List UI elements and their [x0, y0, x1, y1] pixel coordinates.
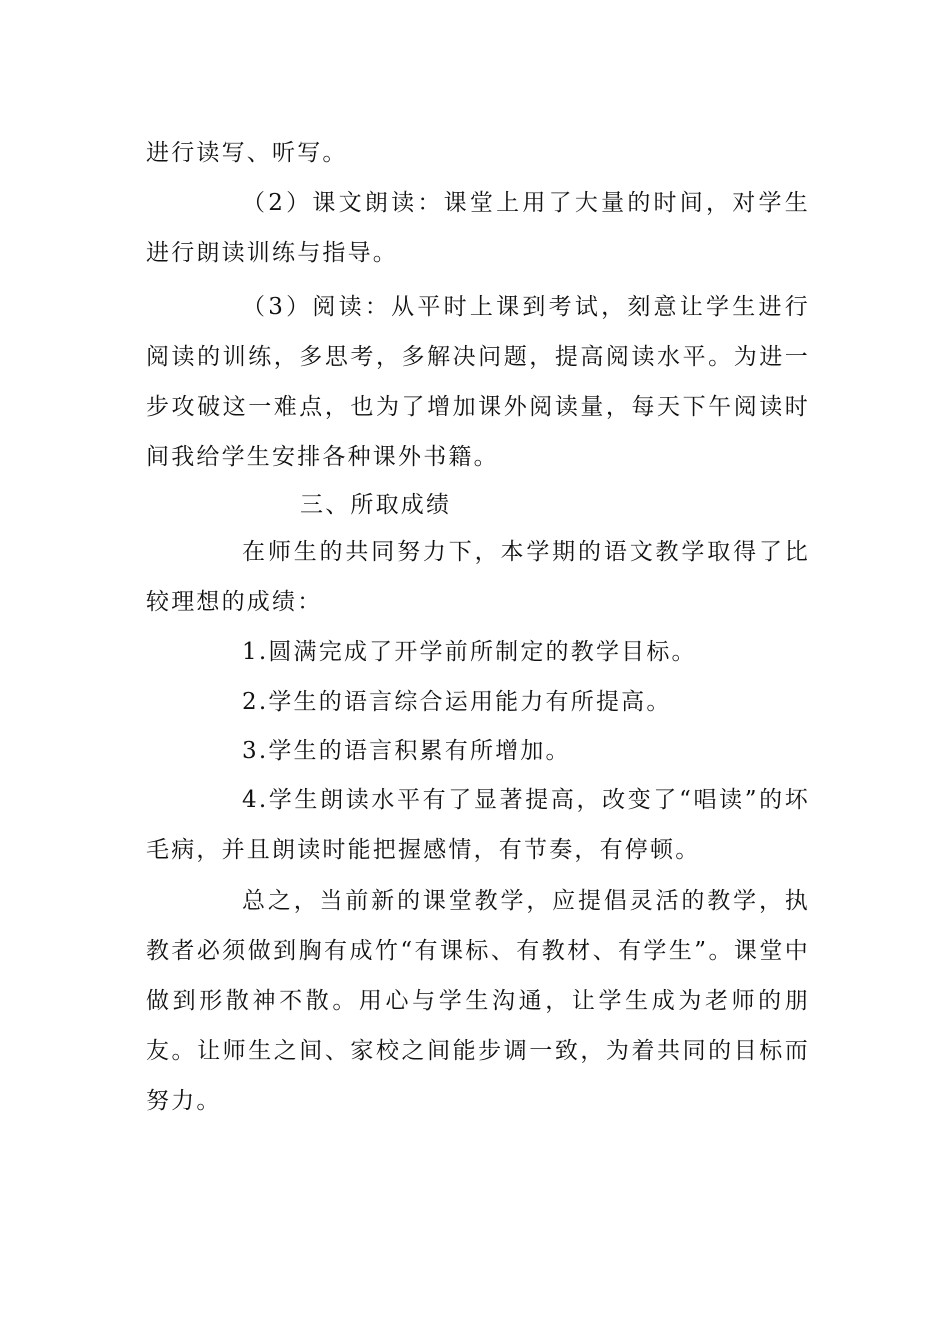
- paragraph-summary: 总之，当前新的课堂教学，应提倡灵活的教学，执教者必须做到胸有成竹“有课标、有教材、有学生”。课堂中做到形散神不散。用心与学生沟通，让学生成为老师的朋友。让师生之间、家校之间能步调一致，为着共同的目标而努力。: [146, 888, 810, 1114]
- result-item-3: 3.学生的语言积累有所增加。: [242, 738, 571, 764]
- section-heading: 三、所取成绩: [300, 492, 452, 518]
- result-item-4: 4.学生朗读水平有了显著提高，改变了“唱读”的坏毛病，并且朗读时能把握感情，有节奏，有停顿。: [146, 787, 810, 863]
- result-item-1: 1.圆满完成了开学前所制定的教学目标。: [242, 639, 697, 665]
- paragraph-continuation: 进行读写、听写。: [146, 140, 348, 166]
- paragraph-reading: （3）阅读：从平时上课到考试，刻意让学生进行阅读的训练，多思考，多解决问题，提高阅读水平。为进一步攻破这一难点，也为了增加课外阅读量，每天下午阅读时间我给学生安排各种课外书籍。: [146, 294, 810, 470]
- paragraph-intro: 在师生的共同努力下，本学期的语文教学取得了比较理想的成绩：: [146, 539, 810, 615]
- paragraph-reading-aloud: （2）课文朗读：课堂上用了大量的时间，对学生进行朗读训练与指导。: [146, 190, 810, 266]
- result-item-2: 2.学生的语言综合运用能力有所提高。: [242, 689, 672, 715]
